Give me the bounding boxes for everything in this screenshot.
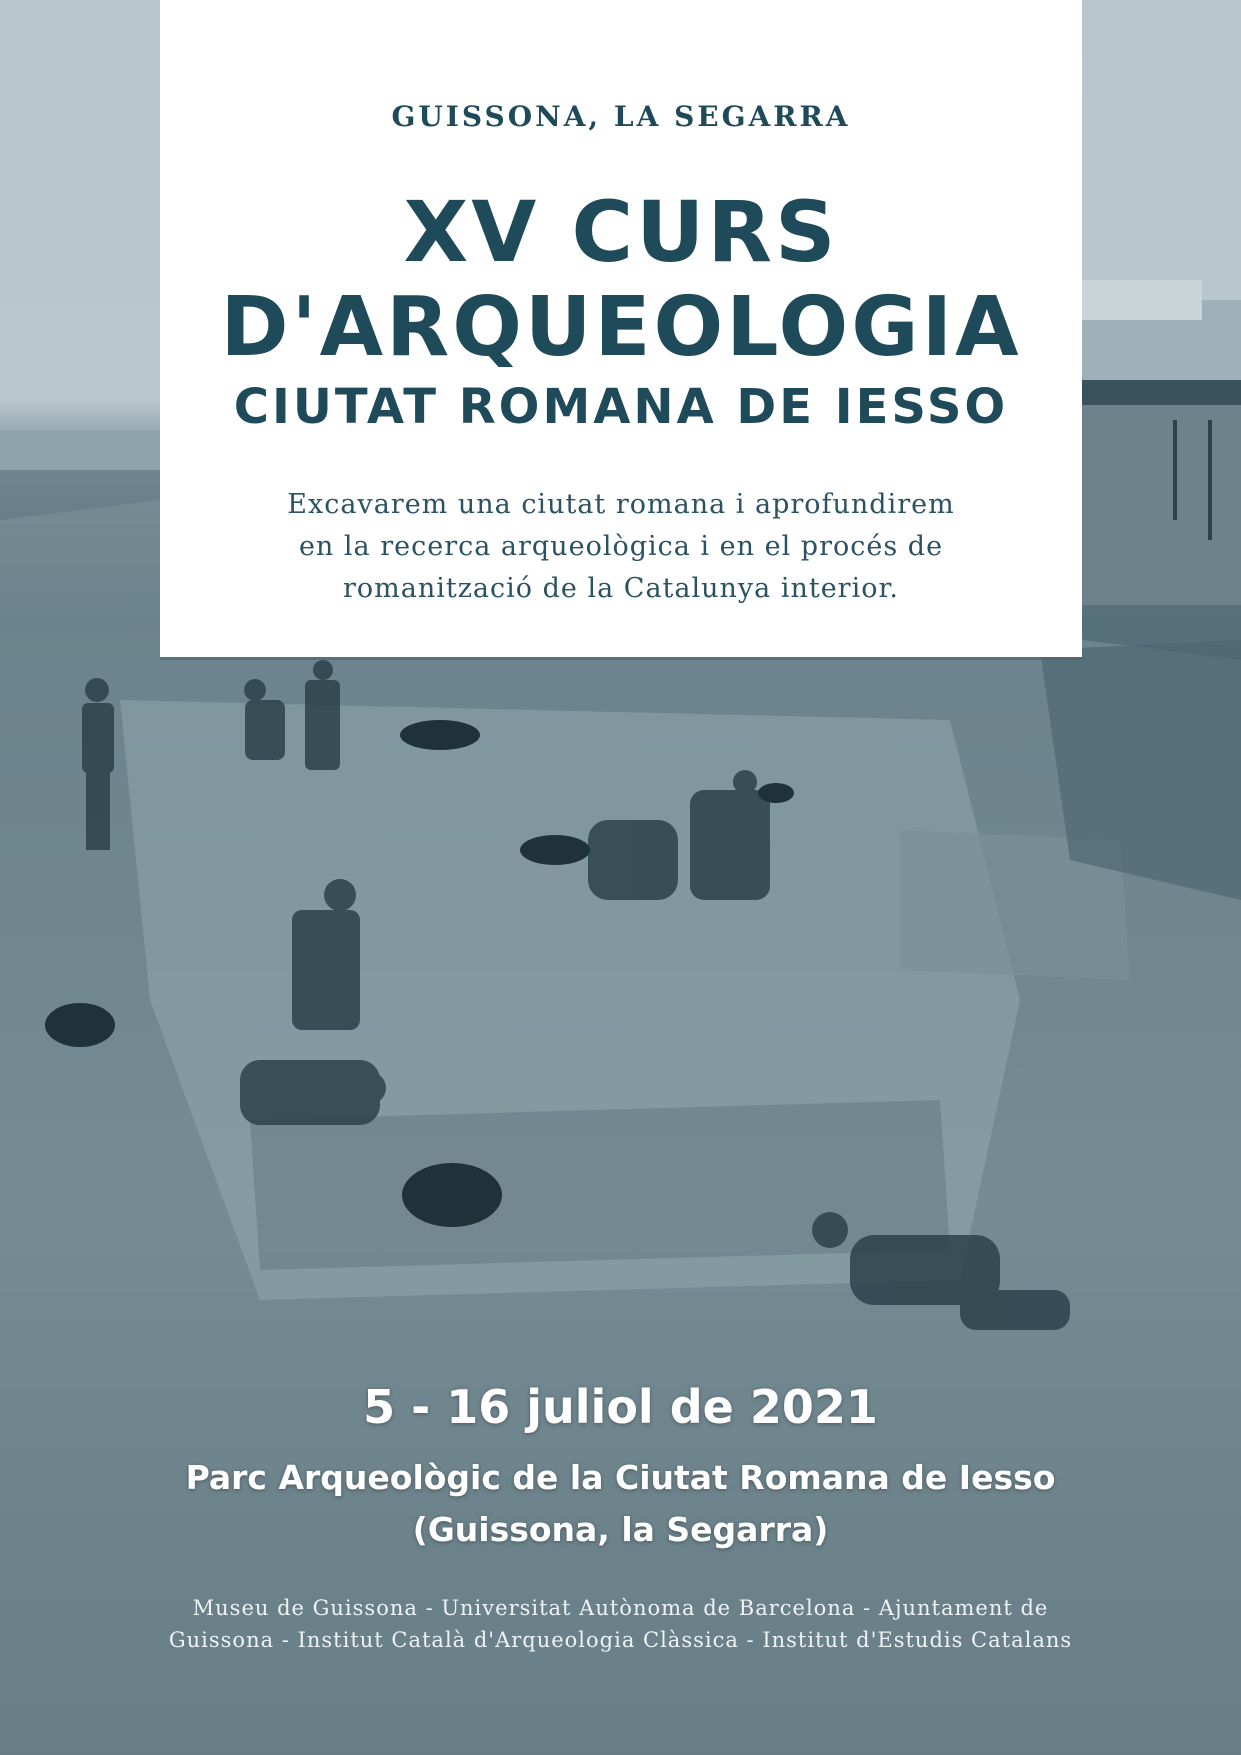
venue-line: (Guissona, la Segarra) — [412, 1510, 829, 1549]
partners-line: Museu de Guissona - Universitat Autònoma de Barcelona - Ajuntament de — [192, 1596, 1049, 1620]
course-title-line-1: XV CURS — [403, 183, 839, 281]
description-line: Excavarem una ciutat romana i aprofundirem — [287, 489, 955, 520]
header-card — [160, 0, 1082, 657]
venue-line: Parc Arqueològic de la Ciutat Romana de Iesso — [185, 1458, 1056, 1497]
course-subtitle: CIUTAT ROMANA DE IESSO — [233, 379, 1009, 435]
partner-institutions — [100, 1592, 1141, 1656]
course-title-line-2: D'ARQUEOLOGIA — [220, 280, 1022, 375]
event-dates: 5 - 16 juliol de 2021 — [363, 1380, 878, 1434]
partners-line: Guissona - Institut Català d'Arqueologia Clàssica - Institut d'Estudis Catalans — [168, 1628, 1073, 1652]
description-line: en la recerca arqueològica i en el procés de — [298, 531, 944, 562]
course-description — [240, 484, 1002, 610]
location-label: GUISSONA, LA SEGARRA — [391, 100, 851, 133]
description-line: romanització de la Catalunya interior. — [342, 573, 900, 604]
event-venue — [0, 1452, 1241, 1556]
